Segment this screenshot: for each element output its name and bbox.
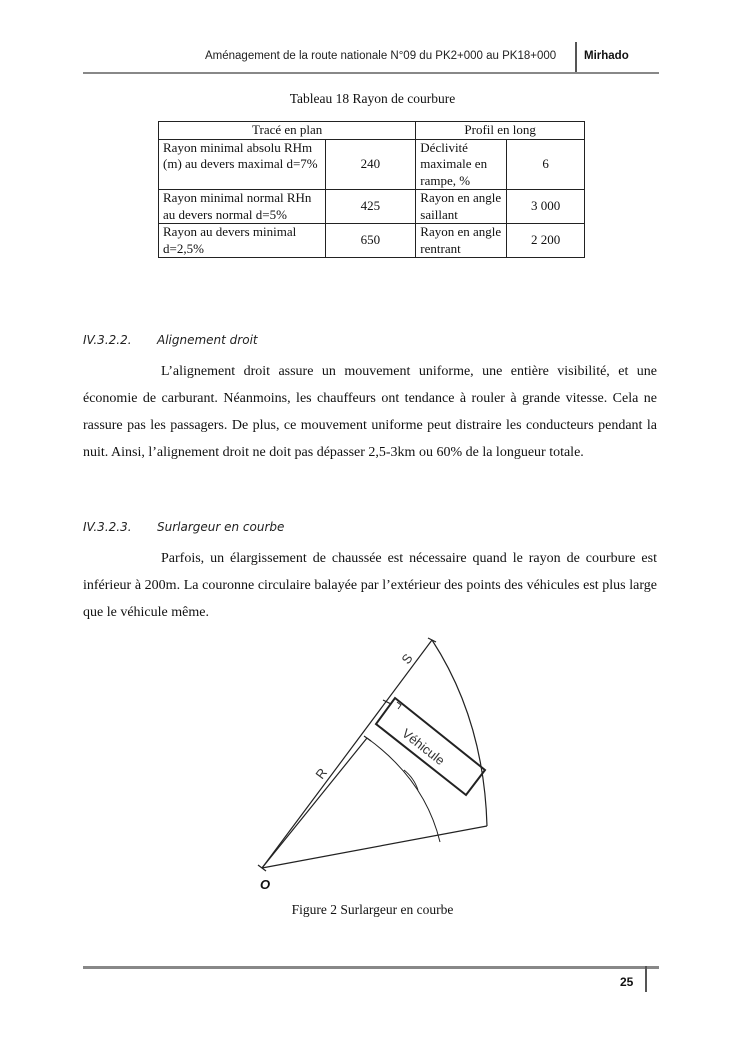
page-number: 25	[620, 975, 634, 989]
table-cell: 240	[325, 139, 416, 190]
table-cell: Rayon minimal normal RHn au devers normal d=5%	[159, 190, 326, 224]
section-number: IV.3.2.2.	[83, 333, 132, 347]
tick-top	[428, 638, 436, 642]
label-vehicle: Véhicule	[399, 725, 448, 769]
page-header	[0, 0, 745, 80]
table-cell: Rayon au devers minimal d=2,5%	[159, 224, 326, 258]
table-row	[159, 224, 585, 258]
label-s: S	[398, 650, 416, 667]
surlargeur-figure	[245, 630, 505, 895]
table-row	[159, 139, 585, 190]
curvature-table	[158, 121, 585, 258]
table-cell: 650	[325, 224, 416, 258]
section-title: Surlargeur en courbe	[157, 520, 285, 534]
table-cell: Rayon en angle saillant	[416, 190, 507, 224]
section-number: IV.3.2.3.	[83, 520, 132, 534]
header-divider	[575, 42, 577, 74]
section-heading-alignement	[83, 333, 258, 347]
table-header-plan: Tracé en plan	[159, 122, 416, 140]
figure-caption: Figure 2 Surlargeur en courbe	[291, 902, 454, 917]
footer-divider	[645, 966, 647, 992]
radius-line-outer	[262, 640, 432, 868]
label-o: O	[260, 877, 271, 892]
table-cell: 3 000	[507, 190, 585, 224]
header-tag: Mirhado	[584, 50, 629, 62]
table-cell: 2 200	[507, 224, 585, 258]
table-cell: Déclivité maximale en rampe, %	[416, 139, 507, 190]
table-cell: Rayon minimal absolu RHm (m) au devers maximal d=7%	[159, 139, 326, 190]
table-cell: 425	[325, 190, 416, 224]
paragraph-surlargeur: Parfois, un élargissement de chaussée est nécessaire quand le rayon de courbure est inférieur à 200m. La couronne circulaire balayée par l’extérieur des points des véhicules est plus large que le véhicule même.	[83, 551, 657, 620]
radius-line-lower	[262, 826, 487, 868]
radius-line-inner	[262, 738, 367, 868]
section-title: Alignement droit	[157, 333, 258, 347]
table-row	[159, 190, 585, 224]
footer-rule	[83, 966, 659, 969]
table-header-row	[159, 122, 585, 140]
table-caption: Tableau 18 Rayon de courbure	[289, 91, 456, 106]
table-cell: 6	[507, 139, 585, 190]
label-r: R	[312, 765, 331, 782]
table-cell: Rayon en angle rentrant	[416, 224, 507, 258]
paragraph-alignement: L’alignement droit assure un mouvement uniforme, une entière visibilité, et une économie de carburant. Néanmoins, les chauffeurs ont tendance à rouler à grande vitesse. Cela ne rassure pas les passagers. De plus, ce mouvement uniforme peut distraire les conducteurs pendant la nuit. Ainsi, l’alignement droit ne doit pas dépasser 2,5-3km ou 60% de la longueur totale.	[83, 364, 657, 460]
header-title: Aménagement de la route nationale N°09 du PK2+000 au PK18+000	[205, 50, 557, 62]
table-header-profile: Profil en long	[416, 122, 585, 140]
header-rule	[83, 72, 659, 74]
section-heading-surlargeur	[83, 520, 284, 534]
